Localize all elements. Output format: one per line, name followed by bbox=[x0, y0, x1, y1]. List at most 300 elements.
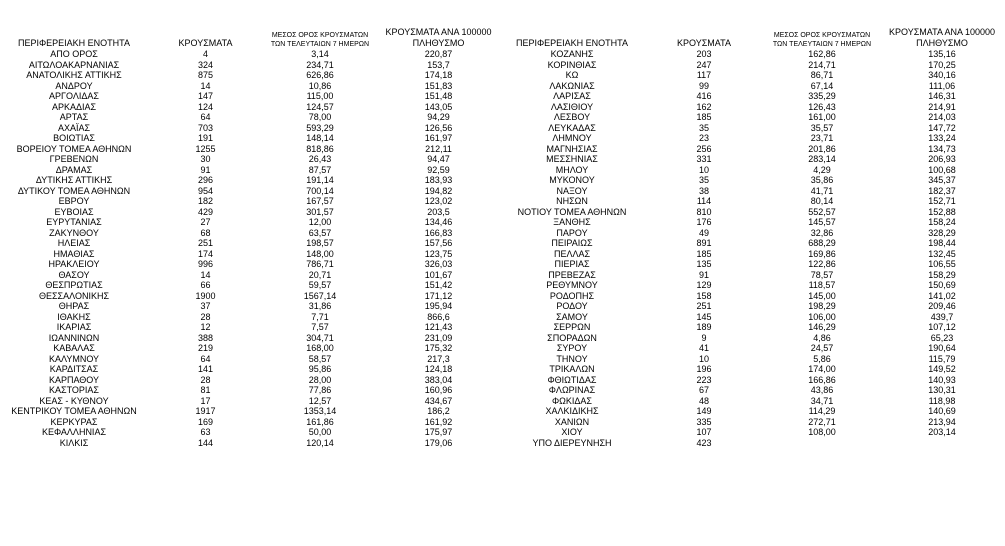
avg7-cell: 626,86 bbox=[306, 70, 334, 80]
table-row bbox=[0, 343, 500, 354]
region-cell: ΜΑΓΝΗΣΙΑΣ bbox=[546, 143, 598, 154]
per100k-cell: 149,52 bbox=[928, 364, 956, 374]
avg7-cell: 31,86 bbox=[308, 301, 332, 311]
region-cell: ΙΩΑΝΝΙΝΩΝ bbox=[48, 332, 100, 343]
avg7-cell: 198,29 bbox=[808, 301, 836, 311]
per100k-cell: 161,92 bbox=[424, 416, 453, 427]
per100k-cell: 121,43 bbox=[424, 322, 453, 332]
per100k-cell: 175,97 bbox=[424, 427, 453, 437]
table-row bbox=[500, 438, 1004, 449]
region-cell: ΝΗΣΩΝ bbox=[556, 196, 588, 206]
region-cell: ΑΙΤΩΛΟΑΚΑΡΝΑΝΙΑΣ bbox=[28, 59, 120, 70]
avg7-cell: 169,86 bbox=[808, 248, 836, 259]
per100k-cell: 158,24 bbox=[928, 217, 956, 227]
region-cell: ΛΕΥΚΑΔΑΣ bbox=[548, 122, 596, 133]
table-row bbox=[500, 249, 1004, 260]
per100k-cell: 160,96 bbox=[424, 385, 453, 395]
cases-cell: 416 bbox=[696, 91, 712, 101]
table-row bbox=[500, 207, 1004, 218]
header-region: ΠΕΡΙΦΕΡΕΙΑΚΗ ΕΝΟΤΗΤΑ bbox=[17, 38, 131, 48]
per100k-cell: 182,37 bbox=[928, 185, 956, 196]
avg7-cell: 162,86 bbox=[808, 49, 836, 59]
table-row bbox=[0, 70, 500, 81]
per100k-cell: 439,7 bbox=[930, 311, 954, 322]
header-row bbox=[500, 0, 1004, 49]
table-row bbox=[0, 207, 500, 218]
per100k-cell: 209,46 bbox=[928, 301, 956, 311]
header-per100k-line2: ΠΛΗΘΥΣΜΟ bbox=[412, 38, 465, 48]
per100k-cell: 203,5 bbox=[427, 206, 450, 217]
per100k-cell: 101,67 bbox=[424, 269, 453, 280]
region-cell: ΚΕΝΤΡΙΚΟΥ ΤΟΜΕΑ ΑΘΗΝΩΝ bbox=[11, 406, 137, 416]
avg7-cell: 304,71 bbox=[306, 332, 334, 343]
table-body-right bbox=[500, 49, 1004, 448]
table-row bbox=[500, 123, 1004, 134]
region-cell: ΝΟΤΙΟΥ ΤΟΜΕΑ ΑΘΗΝΩΝ bbox=[517, 206, 627, 217]
avg7-cell: 161,00 bbox=[808, 112, 836, 122]
table-row bbox=[0, 81, 500, 92]
region-cell: ΜΥΚΟΝΟΥ bbox=[549, 175, 595, 185]
cases-table-left bbox=[0, 0, 500, 448]
per100k-cell: 152,71 bbox=[928, 196, 956, 206]
header-avg7-line2: ΤΩΝ ΤΕΛΕΥΤΑΙΩΝ 7 ΗΜΕΡΩΝ bbox=[270, 41, 370, 48]
table-row bbox=[0, 375, 500, 386]
cases-cell: 251 bbox=[197, 238, 214, 248]
per100k-cell: 171,12 bbox=[424, 290, 453, 301]
avg7-cell bbox=[764, 438, 880, 449]
avg7-cell: 67,14 bbox=[810, 80, 834, 91]
cases-cell: 256 bbox=[696, 143, 712, 154]
avg7-cell: 146,29 bbox=[808, 322, 836, 332]
per100k-cell: 186,2 bbox=[427, 406, 450, 416]
table-row bbox=[500, 175, 1004, 186]
cases-cell: 196 bbox=[696, 364, 712, 374]
table-row bbox=[500, 144, 1004, 155]
cases-cell: 4 bbox=[202, 49, 208, 59]
per100k-cell: 118,98 bbox=[928, 395, 956, 406]
avg7-cell: 50,00 bbox=[308, 427, 332, 437]
avg7-cell: 201,86 bbox=[808, 143, 836, 154]
table-row bbox=[0, 312, 500, 323]
per100k-cell: 217,3 bbox=[427, 353, 450, 364]
per100k-cell: 158,29 bbox=[928, 269, 956, 280]
per100k-cell: 151,83 bbox=[424, 80, 453, 91]
cases-cell: 954 bbox=[197, 185, 214, 196]
region-cell: ΚΑΒΑΛΑΣ bbox=[53, 343, 95, 353]
avg7-cell: 191,14 bbox=[306, 175, 334, 185]
region-cell: ΛΗΜΝΟΥ bbox=[552, 133, 592, 143]
table-row bbox=[0, 112, 500, 123]
header-avg7-line2: ΤΩΝ ΤΕΛΕΥΤΑΙΩΝ 7 ΗΜΕΡΩΝ bbox=[772, 41, 872, 48]
per100k-cell: 157,56 bbox=[424, 238, 453, 248]
region-cell: ΘΕΣΠΡΩΤΙΑΣ bbox=[45, 280, 103, 290]
table-row bbox=[0, 396, 500, 407]
table-row bbox=[500, 154, 1004, 165]
avg7-cell: 168,00 bbox=[306, 343, 334, 353]
cases-cell: 30 bbox=[200, 154, 211, 164]
region-cell: ΗΡΑΚΛΕΙΟΥ bbox=[48, 259, 100, 269]
region-cell: ΦΘΙΩΤΙΔΑΣ bbox=[547, 374, 597, 385]
table-row bbox=[0, 417, 500, 428]
avg7-cell: 4,29 bbox=[813, 164, 831, 175]
header-avg7 bbox=[764, 0, 880, 49]
per100k-cell: 150,69 bbox=[928, 280, 956, 290]
cases-cell: 891 bbox=[696, 238, 712, 248]
avg7-cell: 63,57 bbox=[308, 227, 332, 238]
region-cell: ΛΑΡΙΣΑΣ bbox=[553, 91, 591, 101]
region-cell: ΚΕΦΑΛΛΗΝΙΑΣ bbox=[41, 427, 107, 437]
per100k-cell: 146,31 bbox=[928, 91, 956, 101]
cases-cell: 191 bbox=[197, 133, 214, 143]
table-row bbox=[0, 144, 500, 155]
table-row bbox=[500, 385, 1004, 396]
cases-cell: 1255 bbox=[195, 143, 216, 154]
region-cell: ΛΑΚΩΝΙΑΣ bbox=[549, 80, 595, 91]
region-cell: ΣΕΡΡΩΝ bbox=[553, 322, 591, 332]
per100k-cell: 130,31 bbox=[928, 385, 956, 395]
cases-cell: 703 bbox=[197, 122, 214, 133]
table-row bbox=[500, 238, 1004, 249]
region-cell: ΕΥΡΥΤΑΝΙΑΣ bbox=[46, 217, 102, 227]
per100k-cell: 140,93 bbox=[928, 374, 956, 385]
table-row bbox=[0, 238, 500, 249]
avg7-cell: 78,57 bbox=[810, 269, 834, 280]
avg7-cell: 552,57 bbox=[808, 206, 836, 217]
avg7-cell: 174,00 bbox=[808, 364, 836, 374]
per100k-cell: 195,94 bbox=[424, 301, 453, 311]
cases-cell: 28 bbox=[200, 374, 211, 385]
region-cell: ΚΑΡΠΑΘΟΥ bbox=[48, 374, 100, 385]
table-row bbox=[500, 396, 1004, 407]
table-row bbox=[500, 165, 1004, 176]
cases-cell: 335 bbox=[696, 416, 712, 427]
avg7-cell: 148,00 bbox=[306, 248, 334, 259]
region-cell: ΧΙΟΥ bbox=[561, 427, 583, 437]
avg7-cell: 234,71 bbox=[306, 59, 334, 70]
cases-cell: 174 bbox=[197, 248, 214, 259]
table-row bbox=[500, 406, 1004, 417]
avg7-cell: 283,14 bbox=[808, 154, 836, 164]
avg7-cell: 35,86 bbox=[810, 175, 834, 185]
per100k-cell bbox=[880, 438, 1004, 449]
per100k-cell: 326,03 bbox=[424, 259, 453, 269]
region-cell: ΗΛΕΙΑΣ bbox=[57, 238, 91, 248]
per100k-cell: 123,02 bbox=[424, 196, 453, 206]
per100k-cell: 183,93 bbox=[424, 175, 453, 185]
region-cell: ΦΩΚΙΔΑΣ bbox=[552, 395, 592, 406]
table-row bbox=[500, 102, 1004, 113]
region-cell: ΛΑΣΙΘΙΟΥ bbox=[550, 101, 594, 112]
per100k-cell: 153,7 bbox=[427, 59, 450, 70]
cases-cell: 9 bbox=[701, 332, 707, 343]
cases-cell: 1900 bbox=[195, 290, 216, 301]
region-cell: ΑΡΓΟΛΙΔΑΣ bbox=[49, 91, 99, 101]
table-row bbox=[0, 49, 500, 60]
cases-cell: 14 bbox=[200, 80, 211, 91]
avg7-cell: 148,14 bbox=[306, 133, 334, 143]
per100k-cell: 152,88 bbox=[928, 206, 956, 217]
cases-cell: 169 bbox=[197, 416, 214, 427]
region-cell: ΤΡΙΚΑΛΩΝ bbox=[549, 364, 595, 374]
avg7-cell: 26,43 bbox=[308, 154, 332, 164]
cases-cell: 429 bbox=[197, 206, 214, 217]
cases-cell: 68 bbox=[200, 227, 211, 238]
cases-cell: 144 bbox=[197, 437, 214, 448]
cases-cell: 10 bbox=[698, 164, 709, 175]
header-per100k-line1: ΚΡΟΥΣΜΑΤΑ ΑΝΑ 100000 bbox=[889, 27, 995, 37]
avg7-cell: 145,00 bbox=[808, 290, 836, 301]
table-row bbox=[500, 259, 1004, 270]
avg7-cell: 86,71 bbox=[810, 70, 834, 80]
region-cell: ΙΚΑΡΙΑΣ bbox=[56, 322, 92, 332]
avg7-cell: 198,57 bbox=[306, 238, 334, 248]
cases-cell: 38 bbox=[698, 185, 709, 196]
region-cell: ΠΕΙΡΑΙΩΣ bbox=[551, 238, 593, 248]
region-cell: ΚΟΡΙΝΘΙΑΣ bbox=[547, 59, 597, 70]
table-row bbox=[500, 186, 1004, 197]
avg7-cell: 3,14 bbox=[311, 49, 329, 59]
per100k-cell: 383,04 bbox=[424, 374, 453, 385]
avg7-cell: 35,57 bbox=[810, 122, 834, 133]
region-cell: ΜΕΣΣΗΝΙΑΣ bbox=[546, 154, 598, 164]
per100k-cell: 94,29 bbox=[427, 112, 450, 122]
header-cases: ΚΡΟΥΣΜΑΤΑ bbox=[677, 38, 731, 48]
per100k-cell: 126,56 bbox=[424, 122, 453, 133]
per100k-cell: 231,09 bbox=[424, 332, 453, 343]
cases-cell: 996 bbox=[197, 259, 214, 269]
avg7-cell: 593,29 bbox=[306, 122, 334, 133]
cases-cell: 49 bbox=[698, 227, 709, 238]
table-row bbox=[0, 217, 500, 228]
per100k-cell: 174,18 bbox=[424, 70, 453, 80]
table-row bbox=[500, 49, 1004, 60]
avg7-cell: 34,71 bbox=[810, 395, 834, 406]
table-row bbox=[0, 301, 500, 312]
avg7-cell: 166,86 bbox=[808, 374, 836, 385]
table-row bbox=[500, 70, 1004, 81]
left-table-section bbox=[0, 0, 500, 448]
per100k-cell: 179,06 bbox=[424, 437, 453, 448]
header-avg7-line1: ΜΕΣΟΣ ΟΡΟΣ ΚΡΟΥΣΜΑΤΩΝ bbox=[271, 32, 369, 39]
region-cell: ΑΡΤΑΣ bbox=[59, 112, 89, 122]
table-row bbox=[500, 333, 1004, 344]
cases-cell: 182 bbox=[197, 196, 214, 206]
cases-cell: 107 bbox=[696, 427, 712, 437]
per100k-cell: 124,18 bbox=[424, 364, 453, 374]
table-row bbox=[500, 322, 1004, 333]
avg7-cell: 59,57 bbox=[308, 280, 332, 290]
region-cell: ΔΥΤΙΚΗΣ ΑΤΤΙΚΗΣ bbox=[35, 175, 113, 185]
avg7-cell: 122,86 bbox=[808, 259, 836, 269]
avg7-cell: 786,71 bbox=[306, 259, 334, 269]
per100k-cell: 140,69 bbox=[928, 406, 956, 416]
table-row bbox=[500, 427, 1004, 438]
avg7-cell: 106,00 bbox=[808, 311, 836, 322]
table-row bbox=[0, 133, 500, 144]
region-cell: ΚΙΛΚΙΣ bbox=[59, 437, 89, 448]
cases-cell: 135 bbox=[696, 259, 712, 269]
cases-cell: 158 bbox=[696, 290, 712, 301]
table-row bbox=[500, 417, 1004, 428]
per100k-cell: 134,46 bbox=[424, 217, 453, 227]
per100k-cell: 151,48 bbox=[424, 91, 453, 101]
table-row bbox=[500, 91, 1004, 102]
region-cell: ΝΑΞΟΥ bbox=[556, 185, 588, 196]
cases-cell: 162 bbox=[696, 101, 712, 112]
right-table-section bbox=[500, 0, 1004, 448]
table-row bbox=[500, 270, 1004, 281]
table-row bbox=[500, 301, 1004, 312]
per100k-cell: 190,64 bbox=[928, 343, 956, 353]
avg7-cell: 58,57 bbox=[308, 353, 332, 364]
per100k-cell: 107,12 bbox=[928, 322, 956, 332]
per100k-cell: 123,75 bbox=[424, 248, 453, 259]
avg7-cell: 335,29 bbox=[808, 91, 836, 101]
table-row bbox=[500, 312, 1004, 323]
per100k-cell: 161,97 bbox=[424, 133, 453, 143]
table-row bbox=[0, 259, 500, 270]
region-cell: ΦΛΩΡΙΝΑΣ bbox=[548, 385, 596, 395]
avg7-cell: 28,00 bbox=[308, 374, 332, 385]
cases-cell: 10 bbox=[698, 353, 709, 364]
avg7-cell: 32,86 bbox=[810, 227, 834, 238]
region-cell: ΚΩ bbox=[565, 70, 579, 80]
region-cell: ΒΟΙΩΤΙΑΣ bbox=[53, 133, 95, 143]
cases-cell: 331 bbox=[696, 154, 712, 164]
per100k-cell: 328,29 bbox=[928, 227, 956, 238]
avg7-cell: 108,00 bbox=[808, 427, 836, 437]
region-cell: ΛΕΣΒΟΥ bbox=[553, 112, 591, 122]
region-cell: ΚΕΡΚΥΡΑΣ bbox=[50, 416, 98, 427]
region-cell: ΡΟΔΟΥ bbox=[556, 301, 588, 311]
cases-cell: 23 bbox=[698, 133, 709, 143]
avg7-cell: 161,86 bbox=[306, 416, 334, 427]
cases-cell: 81 bbox=[200, 385, 211, 395]
table-row bbox=[0, 249, 500, 260]
cases-cell: 129 bbox=[696, 280, 712, 290]
header-avg7-line1: ΜΕΣΟΣ ΟΡΟΣ ΚΡΟΥΣΜΑΤΩΝ bbox=[773, 32, 871, 39]
cases-cell: 149 bbox=[696, 406, 712, 416]
table-row bbox=[500, 364, 1004, 375]
table-row bbox=[500, 354, 1004, 365]
header-per100k-line1: ΚΡΟΥΣΜΑΤΑ ΑΝΑ 100000 bbox=[385, 27, 492, 37]
avg7-cell: 301,57 bbox=[306, 206, 334, 217]
per100k-cell: 194,82 bbox=[424, 185, 453, 196]
per100k-cell: 115,79 bbox=[928, 353, 956, 364]
cases-cell: 63 bbox=[200, 427, 211, 437]
avg7-cell: 272,71 bbox=[808, 416, 836, 427]
avg7-cell: 118,57 bbox=[808, 280, 836, 290]
region-cell: ΘΕΣΣΑΛΟΝΙΚΗΣ bbox=[38, 290, 110, 301]
region-cell: ΖΑΚΥΝΘΟΥ bbox=[49, 227, 99, 238]
avg7-cell: 124,57 bbox=[306, 101, 334, 112]
cases-cell: 124 bbox=[197, 101, 214, 112]
table-body-left bbox=[0, 49, 500, 448]
table-row bbox=[500, 81, 1004, 92]
cases-cell: 64 bbox=[200, 353, 211, 364]
cases-cell: 185 bbox=[696, 112, 712, 122]
table-row bbox=[0, 165, 500, 176]
cases-cell: 145 bbox=[696, 311, 712, 322]
cases-cell: 810 bbox=[696, 206, 712, 217]
cases-cell: 324 bbox=[197, 59, 214, 70]
avg7-cell: 700,14 bbox=[306, 185, 334, 196]
table-row bbox=[0, 354, 500, 365]
cases-cell: 247 bbox=[696, 59, 712, 70]
region-cell: ΑΠΟ ΟΡΟΣ bbox=[50, 49, 98, 59]
per100k-cell: 94,47 bbox=[427, 154, 450, 164]
avg7-cell: 24,57 bbox=[810, 343, 834, 353]
region-cell: ΣΠΟΡΑΔΩΝ bbox=[547, 332, 597, 343]
per100k-cell: 175,32 bbox=[424, 343, 453, 353]
cases-cell: 185 bbox=[696, 248, 712, 259]
region-cell: ΜΗΛΟΥ bbox=[555, 164, 589, 175]
header-per100k-line2: ΠΛΗΘΥΣΜΟ bbox=[916, 38, 968, 48]
region-cell: ΑΧΑΪΑΣ bbox=[57, 122, 91, 133]
per100k-cell: 111,06 bbox=[928, 80, 956, 91]
avg7-cell: 78,00 bbox=[308, 112, 332, 122]
region-cell: ΧΑΝΙΩΝ bbox=[554, 416, 590, 427]
region-cell: ΡΟΔΟΠΗΣ bbox=[549, 290, 595, 301]
table-row bbox=[500, 217, 1004, 228]
region-cell: ΠΑΡΟΥ bbox=[556, 227, 588, 238]
per100k-cell: 65,23 bbox=[930, 332, 954, 343]
region-cell: ΒΟΡΕΙΟΥ ΤΟΜΕΑ ΑΘΗΝΩΝ bbox=[16, 143, 132, 154]
table-row bbox=[0, 322, 500, 333]
avg7-cell: 120,14 bbox=[306, 437, 334, 448]
table-row bbox=[0, 228, 500, 239]
per100k-cell: 340,16 bbox=[928, 70, 956, 80]
per100k-cell: 212,11 bbox=[425, 143, 452, 154]
cases-cell: 35 bbox=[698, 175, 709, 185]
table-row bbox=[0, 196, 500, 207]
cases-cell: 176 bbox=[696, 217, 712, 227]
region-cell: ΔΡΑΜΑΣ bbox=[55, 164, 93, 175]
cases-cell: 37 bbox=[200, 301, 211, 311]
per100k-cell: 345,37 bbox=[928, 175, 956, 185]
table-row bbox=[500, 280, 1004, 291]
header-per100k bbox=[377, 0, 500, 49]
table-row bbox=[500, 133, 1004, 144]
table-row bbox=[0, 385, 500, 396]
table-row bbox=[0, 175, 500, 186]
avg7-cell: 10,86 bbox=[308, 80, 332, 91]
per100k-cell: 220,87 bbox=[424, 49, 453, 59]
region-cell: ΚΟΖΑΝΗΣ bbox=[550, 49, 594, 59]
header-avg7 bbox=[263, 0, 377, 49]
cases-cell: 67 bbox=[698, 385, 709, 395]
header-per100k bbox=[880, 0, 1004, 49]
table-row bbox=[500, 375, 1004, 386]
per100k-cell: 135,16 bbox=[928, 49, 956, 59]
avg7-cell: 87,57 bbox=[308, 164, 332, 175]
per100k-cell: 134,73 bbox=[928, 143, 956, 154]
region-cell: ΡΕΘΥΜΝΟΥ bbox=[546, 280, 598, 290]
avg7-cell: 115,00 bbox=[306, 91, 334, 101]
cases-cell: 875 bbox=[197, 70, 214, 80]
avg7-cell: 7,57 bbox=[311, 322, 329, 332]
cases-cell: 14 bbox=[200, 269, 211, 280]
header-region: ΠΕΡΙΦΕΡΕΙΑΚΗ ΕΝΟΤΗΤΑ bbox=[515, 38, 629, 48]
cases-cell: 114 bbox=[696, 196, 712, 206]
table-row bbox=[500, 60, 1004, 71]
table-row bbox=[0, 186, 500, 197]
per100k-cell: 141,02 bbox=[928, 290, 956, 301]
header-row bbox=[0, 0, 500, 49]
cases-table-right bbox=[500, 0, 1004, 448]
table-row bbox=[0, 280, 500, 291]
avg7-cell: 77,86 bbox=[308, 385, 332, 395]
